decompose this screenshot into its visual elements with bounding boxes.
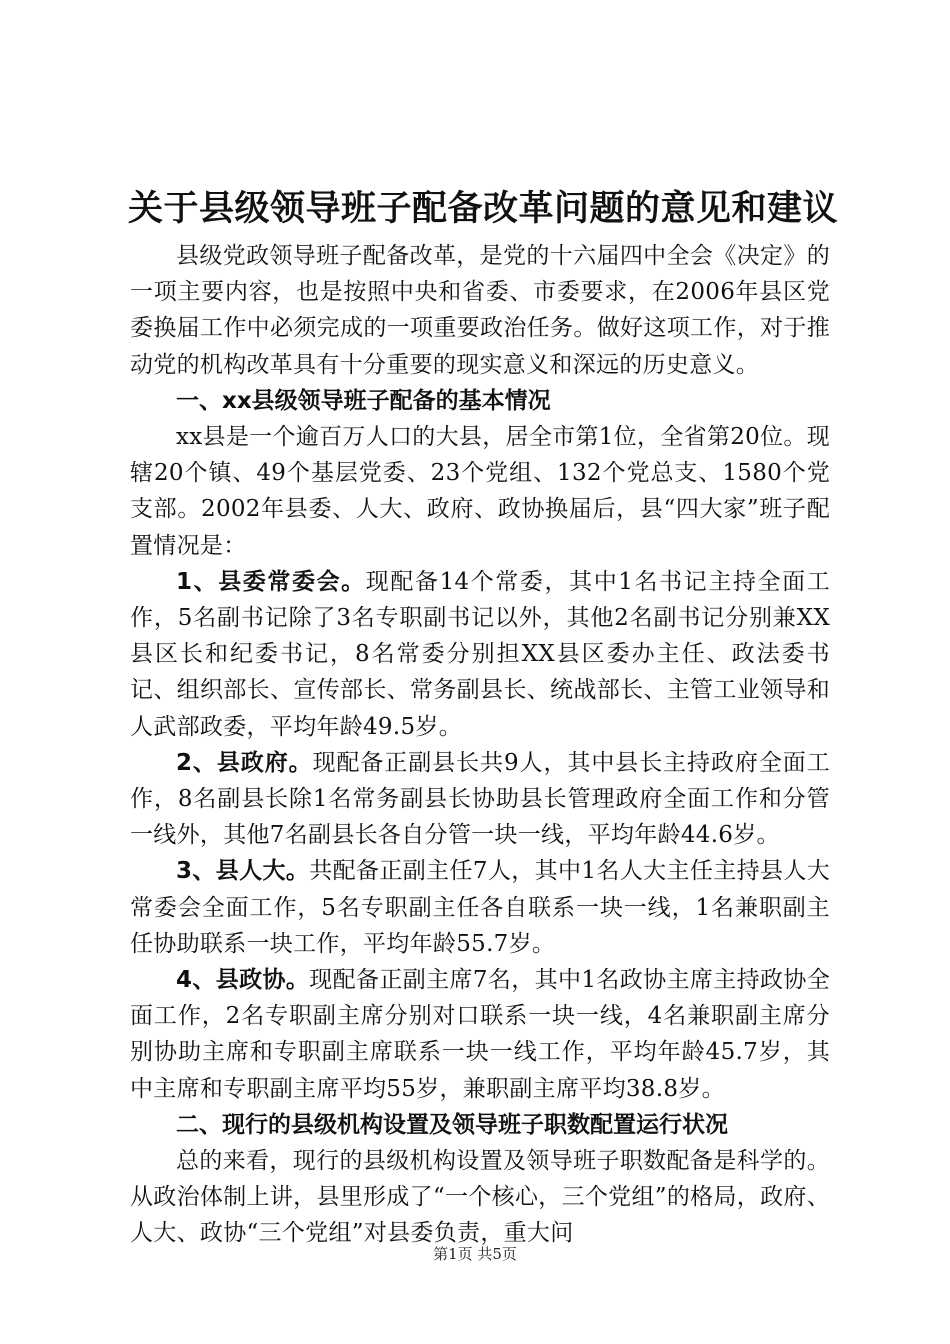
item3-text: 共配备正副主任7人，其中1名人大主任主持县人大常委会全面工作，5名专职副主任各自联系一块一线，1名兼职副主任协助联系一块工作，平均年龄55.7岁。 bbox=[130, 858, 831, 957]
section1-heading: 一、xx县级领导班子配备的基本情况 bbox=[176, 387, 551, 414]
intro-paragraph: 县级党政领导班子配备改革，是党的十六届四中全会《决定》的一项主要内容，也是按照中央和省委、市委要求，在2006年县区党委换届工作中必须完成的一项重要政治任务。做好这项工作，对于推动党的机构改革具有十分重要的现实意义和深远的历史意义。 bbox=[130, 243, 830, 378]
section1-intro-paragraph: xx县是一个逾百万人口的大县，居全市第1位，全省第20位。现辖20个镇、49个基层党委、23个党组、132个党总支、1580个党支部。2002年县委、人大、政府、政协换届后，县“四大家”班子配置情况是： bbox=[130, 424, 830, 559]
item2-text: 现配备正副县长共9人，其中县长主持政府全面工作，8名副县长除1名常务副县长协助县长管理政府全面工作和分管一线外，其他7名副县长各自分管一块一线，平均年龄44.6岁。 bbox=[130, 749, 830, 849]
document-title: 关于县级领导班子配备改革问题的意见和建议 bbox=[128, 188, 839, 229]
item4-text: 现配备正副主席7名，其中1名政协主席主持政协全面工作，2名专职副主席分别对口联系一块一线，4名兼职副主席分别协助主席和专职副主席联系一块一线工作，平均年龄45.7岁，其中主席和专职副主席平均55岁，兼职副主席平均38.8岁。 bbox=[130, 967, 831, 1102]
item1-text: 现配备14个常委，其中1名书记主持全面工作，5名副书记除了3名专职副书记以外，其他2名副书记分别兼XX县区长和纪委书记，8名常委分别担XX县区委办主任、政法委书记、组织部长、宣传部长、常务副县长、统战部长、主管工业领导和人武部政委，平均年龄49.5岁。 bbox=[130, 568, 831, 740]
document-body bbox=[130, 238, 830, 1252]
item4-lead: 4、县政协。 bbox=[176, 967, 310, 994]
item1-paragraph bbox=[130, 564, 830, 745]
item3-paragraph bbox=[130, 853, 830, 962]
item2-lead: 2、县政府。 bbox=[176, 749, 313, 776]
section2-paragraph: 总的来看，现行的县级机构设置及领导班子职数配备是科学的。从政治体制上讲，县里形成了“一个核心，三个党组”的格局，政府、人大、政协“三个党组”对县委负责，重大问 bbox=[130, 1148, 830, 1247]
item4-paragraph bbox=[130, 962, 830, 1107]
item2-paragraph bbox=[130, 745, 830, 854]
item3-lead: 3、县人大。 bbox=[176, 858, 310, 885]
item1-lead: 1、县委常委会。 bbox=[176, 568, 366, 595]
page-footer: 第1页 共5页 bbox=[433, 1245, 517, 1263]
section2-heading: 二、现行的县级机构设置及领导班子职数配置运行状况 bbox=[176, 1111, 728, 1138]
